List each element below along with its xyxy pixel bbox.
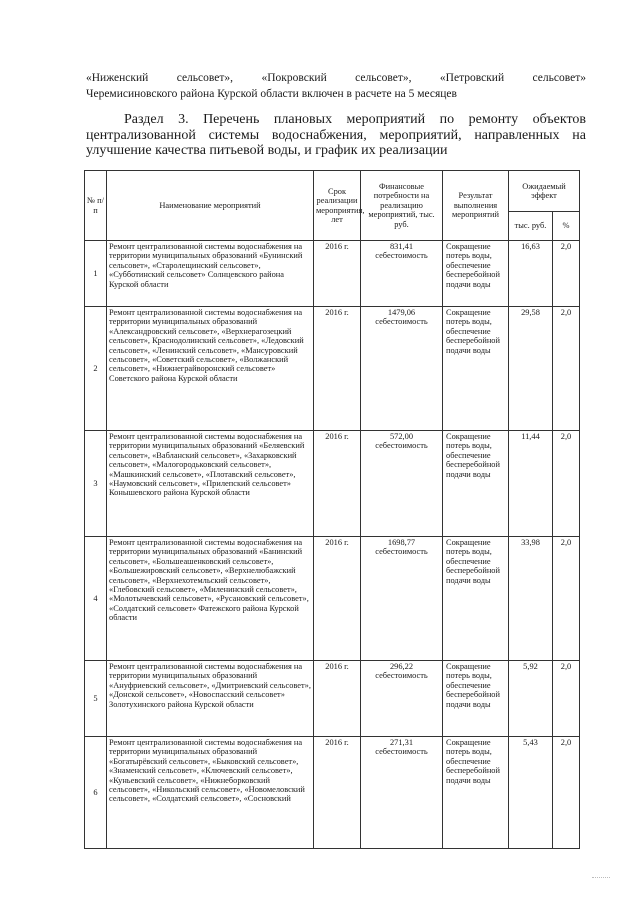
row-pct: 2,0 [553, 661, 580, 737]
row-term: 2016 г. [314, 307, 361, 431]
table-row [85, 537, 580, 661]
table-row [85, 241, 580, 307]
row-finance-note: себестоимость [375, 317, 428, 327]
row-effect: 5,92 [509, 661, 553, 737]
row-finance-note: себестоимость [375, 441, 428, 451]
row-result: Сокращение потерь воды, обеспечение бесперебойной подачи воды [443, 737, 509, 849]
row-finance-note: себестоимость [375, 671, 428, 681]
row-num: 3 [85, 431, 107, 537]
row-finance-value: 271,31 [389, 738, 414, 747]
table-header-row [85, 171, 580, 212]
row-term: 2016 г. [314, 737, 361, 849]
row-pct: 2,0 [553, 537, 580, 661]
section-heading-line-1: Раздел 3. Перечень плановых мероприятий по ремонту объектов [124, 112, 586, 127]
row-finance [361, 737, 443, 849]
margin-mark [592, 877, 610, 880]
row-num: 5 [85, 661, 107, 737]
row-finance-note: себестоимость [375, 251, 428, 261]
row-num: 2 [85, 307, 107, 431]
row-pct: 2,0 [553, 737, 580, 849]
row-result: Сокращение потерь воды, обеспечение бесперебойной подачи воды [443, 431, 509, 537]
row-pct: 2,0 [553, 241, 580, 307]
section-heading-line-3: улучшение качества питьевой воды, и график их реализации [86, 143, 448, 158]
intro-line-1: «Ниженский сельсовет», «Покровский сельсовет», «Петровский сельсовет» [86, 72, 586, 84]
table-row [85, 307, 580, 431]
row-finance-note: себестоимость [375, 547, 428, 557]
row-effect: 5,43 [509, 737, 553, 849]
header-finance: Финансовые потребности на реализацию мероприятий, тыс. руб. [361, 171, 443, 241]
section-heading-line-2: централизованной системы водоснабжения, мероприятий, направленных на [86, 127, 586, 143]
table-row [85, 661, 580, 737]
header-name: Наименование мероприятий [107, 171, 314, 241]
row-effect: 33,98 [509, 537, 553, 661]
row-finance [361, 661, 443, 737]
row-term: 2016 г. [314, 661, 361, 737]
row-finance-value: 1698,77 [387, 538, 416, 547]
row-finance [361, 537, 443, 661]
row-effect: 29,58 [509, 307, 553, 431]
row-result: Сокращение потерь воды, обеспечение бесперебойной подачи воды [443, 241, 509, 307]
row-result: Сокращение потерь воды, обеспечение бесперебойной подачи воды [443, 537, 509, 661]
row-finance-value: 572,00 [389, 432, 414, 441]
row-num: 4 [85, 537, 107, 661]
row-result: Сокращение потерь воды, обеспечение бесперебойной подачи воды [443, 661, 509, 737]
row-finance-note: себестоимость [375, 747, 428, 757]
row-num: 6 [85, 737, 107, 849]
header-result: Результат выполнения мероприятий [443, 171, 509, 241]
row-finance [361, 307, 443, 431]
row-finance [361, 241, 443, 307]
intro-line-2: Черемисиновского района Курской области включен в расчете на 5 месяцев [86, 88, 457, 100]
row-finance-value: 831,41 [389, 242, 414, 251]
row-name: Ремонт централизованной системы водоснабжения на территории муниципальных образований «Бунинский сельсовет», «Старолещинский сельсовет», «Субботинский сельсовет» Солнцевского района Курской области [107, 241, 314, 307]
row-pct: 2,0 [553, 307, 580, 431]
row-name: Ремонт централизованной системы водоснабжения на территории муниципальных образований «Александровский сельсовет», «Верхнерагозецкий сельсовет», Краснодолинский сельсовет», «Ледовский сельсовет», «Ленинский сельсовет», «Мансуровский сельсовет», «Советский сельсовет», «Волжанский сельсовет», «Нижнеграйворонский сельсовет» Советского района Курской области [107, 307, 314, 431]
row-pct: 2,0 [553, 431, 580, 537]
measures-table [84, 170, 580, 849]
row-effect: 11,44 [509, 431, 553, 537]
header-effect: Ожидаемый эффект [509, 171, 580, 212]
header-num: № п/п [85, 171, 107, 241]
row-finance-value: 296,22 [389, 662, 414, 671]
table-row [85, 737, 580, 849]
row-name: Ремонт централизованной системы водоснабжения на территории муниципальных образований «Ануфриевский сельсовет», «Дмитриевский сельсовет», «Донской сельсовет», «Новоспасский сельсовет» Золотухинского района Курской области [107, 661, 314, 737]
header-effect-pct: % [553, 212, 580, 241]
header-effect-unit: тыс. руб. [509, 212, 553, 241]
intro-paragraph [86, 70, 586, 102]
row-finance-value: 1479,06 [387, 308, 416, 317]
section-heading [86, 112, 586, 159]
row-term: 2016 г. [314, 537, 361, 661]
header-term: Срок реализации мероприятия, лет [314, 171, 361, 241]
row-name: Ремонт централизованной системы водоснабжения на территории муниципальных образований «Банинский сельсовет», «Большеашенковский сельсовет», «Большежировский сельсовет», «Верхнелюбажский сельсовет», «Верхнехотемльский сельсовет», «Глебовский сельсовет», «Миленинский сельсовет», «Молотычевский сельсовет», «Русановский сельсовет», «Солдатский сельсовет» Фатежского района Курской области [107, 537, 314, 661]
row-result: Сокращение потерь воды, обеспечение бесперебойной подачи воды [443, 307, 509, 431]
row-term: 2016 г. [314, 431, 361, 537]
row-name: Ремонт централизованной системы водоснабжения на территории муниципальных образований «Богатырёвский сельсовет», «Быковский сельсовет», «Знаменский сельсовет», «Ключевский сельсовет», «Куньевский сельсовет», «Нижнеборковский сельсовет», «Никольский сельсовет», «Новомеловский сельсовет», «Солдатский сельсовет», «Сосновский [107, 737, 314, 849]
row-term: 2016 г. [314, 241, 361, 307]
row-name: Ремонт централизованной системы водоснабжения на территории муниципальных образований «Беляевский сельсовет», «Вабланский сельсовет», «Захарковский сельсовет», «Малогородьковский сельсовет», «Машкинский сельсовет», «Плотавский сельсовет», «Наумовский сельсовет», «Прилепский сельсовет» Конышевского района Курской области [107, 431, 314, 537]
row-num: 1 [85, 241, 107, 307]
row-finance [361, 431, 443, 537]
row-effect: 16,63 [509, 241, 553, 307]
table-row [85, 431, 580, 537]
